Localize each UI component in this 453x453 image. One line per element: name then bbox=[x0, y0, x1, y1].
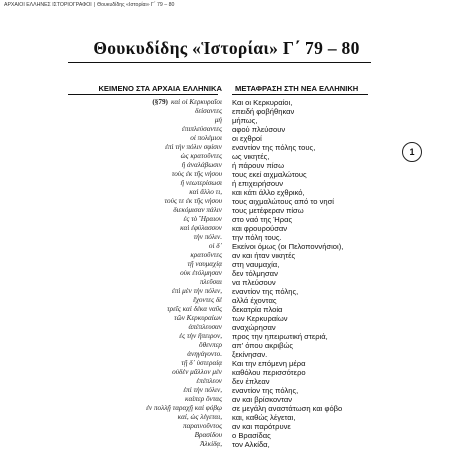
ancient-greek-text bbox=[180, 224, 222, 233]
ancient-greek-phrase: ἐς τὸ Ἥραιον bbox=[183, 215, 222, 223]
ancient-greek-text bbox=[165, 143, 222, 152]
text-row bbox=[0, 287, 453, 296]
modern-greek-translation: αν και βρίσκονταν bbox=[232, 395, 293, 404]
text-row bbox=[0, 413, 453, 422]
ancient-greek-phrase: ἐπιπλεύσαντες bbox=[181, 125, 222, 133]
modern-column-heading: ΜΕΤΑΦΡΑΣΗ ΣΤΗ ΝΕΑ ΕΛΛΗΝΙΚΗ bbox=[235, 84, 359, 93]
modern-greek-translation: εναντίον της πόλης, bbox=[232, 386, 299, 395]
text-row bbox=[0, 215, 453, 224]
modern-greek-translation: αν και ήταν νικητές bbox=[232, 251, 296, 260]
modern-greek-translation: απ' όπου ακριβώς bbox=[232, 341, 294, 350]
ancient-greek-phrase: καί, ὡς λέγεται, bbox=[177, 413, 222, 421]
modern-greek-translation: οι εχθροί bbox=[232, 134, 262, 143]
ancient-greek-phrase: ἀπέπλευσαν bbox=[188, 323, 222, 331]
ancient-greek-text bbox=[199, 341, 222, 350]
ancient-greek-phrase: ἔχοντες δὲ bbox=[193, 296, 222, 304]
modern-greek-translation: και, καθώς λέγεται, bbox=[232, 413, 296, 422]
modern-greek-translation: ξεκίνησαν. bbox=[232, 350, 268, 359]
modern-greek-translation: τους εκεί αιχμαλώτους bbox=[232, 170, 307, 179]
ancient-greek-text bbox=[190, 251, 222, 260]
ancient-greek-text bbox=[180, 269, 222, 278]
text-row bbox=[0, 224, 453, 233]
ancient-greek-text bbox=[183, 386, 222, 395]
title-rule bbox=[68, 62, 371, 63]
modern-greek-translation: και κάτι άλλο εχθρικό, bbox=[232, 188, 305, 197]
ancient-greek-phrase: ἐπὶ μὲν τὴν πόλιν, bbox=[171, 287, 222, 295]
ancient-greek-phrase: καὶ ἄλλο τι, bbox=[189, 188, 222, 196]
ancient-greek-text bbox=[185, 395, 222, 404]
ancient-greek-text bbox=[152, 98, 222, 107]
ancient-greek-phrase: ἢ νεωτερίσωσι bbox=[180, 179, 222, 187]
ancient-greek-text bbox=[193, 296, 222, 305]
modern-greek-translation: ο Βρασίδας bbox=[232, 431, 271, 440]
text-row bbox=[0, 134, 453, 143]
modern-greek-translation: ή επιχειρήσουν bbox=[232, 179, 284, 188]
ancient-greek-text bbox=[189, 188, 222, 197]
ancient-greek-text bbox=[174, 314, 222, 323]
modern-greek-translation: Και την επόμενη μέρα bbox=[232, 359, 306, 368]
text-row bbox=[0, 422, 453, 431]
text-row bbox=[0, 242, 453, 251]
modern-greek-translation: αλλά έχοντας bbox=[232, 296, 277, 305]
modern-greek-translation: στο ναό της Ήρας bbox=[232, 215, 293, 224]
ancient-greek-text bbox=[167, 305, 222, 314]
work-reference: Θουκυδίδης «Ιστορίαι» Γ΄ 79 – 80 bbox=[97, 2, 175, 8]
modern-greek-translation: Και οι Κερκυραίοι, bbox=[232, 98, 293, 107]
ancient-greek-text bbox=[209, 242, 222, 251]
ancient-greek-phrase: τῶν Κερκυραίων bbox=[174, 314, 222, 322]
ancient-greek-phrase: δείσαντες bbox=[195, 107, 222, 115]
ancient-greek-phrase: ὅθενπερ bbox=[198, 341, 222, 349]
ancient-column-rule bbox=[68, 94, 218, 95]
modern-greek-translation: την πόλη τους. bbox=[232, 233, 282, 242]
text-row bbox=[0, 386, 453, 395]
text-row bbox=[0, 251, 453, 260]
ancient-greek-text bbox=[181, 179, 222, 188]
text-row bbox=[0, 125, 453, 134]
page-number-badge: 1 bbox=[402, 142, 422, 162]
modern-greek-translation: τους αιχμαλώτους από το νησί bbox=[232, 197, 334, 206]
ancient-greek-phrase: πλεῦσαι bbox=[199, 278, 222, 286]
modern-greek-translation: αφού πλεύσουν bbox=[232, 125, 286, 134]
parallel-text bbox=[0, 98, 453, 449]
ancient-greek-text bbox=[188, 323, 222, 332]
text-row bbox=[0, 179, 453, 188]
text-row bbox=[0, 350, 453, 359]
ancient-greek-text bbox=[200, 278, 222, 287]
running-header bbox=[4, 2, 174, 8]
ancient-greek-text bbox=[200, 440, 222, 449]
series-name: ΑΡΧΑΙΟΙ ΕΛΛΗΝΕΣ ΙΣΤΟΡΙΟΓΡΑΦΟΙ bbox=[4, 2, 92, 8]
ancient-greek-phrase: ἐν πολλῇ ταραχῇ καὶ φόβῳ bbox=[146, 404, 222, 412]
text-row bbox=[0, 197, 453, 206]
ancient-greek-text bbox=[181, 359, 222, 368]
text-row bbox=[0, 314, 453, 323]
modern-column-rule bbox=[232, 94, 368, 95]
text-row bbox=[0, 323, 453, 332]
ancient-greek-phrase: ὡς κρατοῦντες bbox=[180, 152, 222, 160]
modern-greek-translation: δεκατρία πλοία bbox=[232, 305, 283, 314]
ancient-greek-phrase: οὐδὲν μᾶλλον μὲν bbox=[172, 368, 222, 376]
text-row bbox=[0, 431, 453, 440]
ancient-greek-phrase: καὶ ἐφύλασσον bbox=[180, 224, 222, 232]
text-row bbox=[0, 206, 453, 215]
ancient-greek-text bbox=[183, 422, 222, 431]
modern-greek-translation: δεν έπλεαν bbox=[232, 377, 270, 386]
ancient-greek-phrase: τῇ ναυμαχίᾳ bbox=[187, 260, 222, 268]
ancient-greek-text bbox=[179, 332, 222, 341]
ancient-greek-phrase: οἱ δ᾽ bbox=[208, 242, 222, 250]
ancient-greek-phrase: τὴν πόλιν. bbox=[193, 233, 222, 241]
ancient-greek-phrase: καὶ οἱ Κερκυραῖοι bbox=[170, 98, 222, 106]
ancient-greek-phrase: οὐκ ἐτόλμησαν bbox=[180, 269, 222, 277]
ancient-greek-phrase: τῇ δ᾽ ὑστεραίᾳ bbox=[181, 359, 222, 367]
text-row bbox=[0, 440, 453, 449]
ancient-greek-phrase: ἐπὶ τὴν πόλιν, bbox=[183, 386, 222, 394]
ancient-greek-phrase: παραινοῦντος bbox=[183, 422, 222, 430]
ancient-greek-text bbox=[187, 350, 222, 359]
ancient-greek-phrase: μή bbox=[214, 116, 222, 124]
ancient-greek-text bbox=[146, 404, 222, 413]
ancient-greek-text bbox=[190, 134, 222, 143]
ancient-greek-text bbox=[215, 116, 222, 125]
text-row bbox=[0, 116, 453, 125]
ancient-greek-text bbox=[178, 413, 222, 422]
ancient-greek-phrase: ἀνηγάγοντο. bbox=[187, 350, 222, 358]
ancient-greek-text bbox=[181, 152, 222, 161]
ancient-greek-text bbox=[173, 206, 222, 215]
ancient-greek-text bbox=[195, 431, 222, 440]
modern-greek-translation: των Κερκυραίων bbox=[232, 314, 288, 323]
modern-greek-translation: καθόλου περισσότερο bbox=[232, 368, 306, 377]
text-row bbox=[0, 269, 453, 278]
section-reference: (§79) bbox=[152, 98, 168, 106]
modern-greek-translation: να πλεύσουν bbox=[232, 278, 276, 287]
text-row bbox=[0, 107, 453, 116]
text-row bbox=[0, 152, 453, 161]
text-row bbox=[0, 404, 453, 413]
modern-greek-translation: αναχώρησαν bbox=[232, 323, 276, 332]
modern-greek-translation: στη ναυμαχία, bbox=[232, 260, 280, 269]
text-row bbox=[0, 260, 453, 269]
page-title: Θουκυδίδης «Ἱστορίαι» Γ΄ 79 – 80 bbox=[93, 38, 360, 58]
ancient-column-heading: ΚΕΙΜΕΝΟ ΣΤΑ ΑΡΧΑΙΑ ΕΛΛΗΝΙΚΑ bbox=[98, 84, 222, 93]
modern-greek-translation: ή πάρουν πίσω bbox=[232, 161, 284, 170]
ancient-greek-phrase: ἐπέπλεον bbox=[196, 377, 222, 385]
text-row bbox=[0, 278, 453, 287]
ancient-greek-phrase: διεκόμισαν πάλιν bbox=[173, 206, 222, 214]
modern-greek-translation: τους μετέφεραν πίσω bbox=[232, 206, 304, 215]
modern-greek-translation: μήπως, bbox=[232, 116, 258, 125]
text-row bbox=[0, 359, 453, 368]
ancient-greek-phrase: ἐς τὴν ἤπειρον, bbox=[179, 332, 222, 340]
ancient-greek-phrase: ἐπὶ τὴν πόλιν σφίσιν bbox=[165, 143, 222, 151]
ancient-greek-text bbox=[172, 368, 222, 377]
modern-greek-translation: και φρουρούσαν bbox=[232, 224, 288, 233]
text-row bbox=[0, 143, 453, 152]
text-row bbox=[0, 305, 453, 314]
ancient-greek-text bbox=[164, 197, 222, 206]
ancient-greek-phrase: κρατοῦντες bbox=[190, 251, 222, 259]
ancient-greek-text bbox=[172, 287, 222, 296]
modern-greek-translation: Εκείνοι όμως (οι Πελοποννήσιοι), bbox=[232, 242, 344, 251]
ancient-greek-phrase: καίπερ ὄντας bbox=[185, 395, 222, 403]
ancient-greek-phrase: ἢ ἀναλάβωσιν bbox=[181, 161, 222, 169]
modern-greek-translation: εναντίον της πόλης τους, bbox=[232, 143, 316, 152]
modern-greek-translation: εναντίον της πόλης, bbox=[232, 287, 299, 296]
modern-greek-translation: ως νικητές, bbox=[232, 152, 270, 161]
text-row bbox=[0, 161, 453, 170]
text-row bbox=[0, 188, 453, 197]
modern-greek-translation: αν και παρότρυνε bbox=[232, 422, 291, 431]
text-row bbox=[0, 296, 453, 305]
ancient-greek-phrase: τούς τε ἐκ τῆς νήσου bbox=[164, 197, 222, 205]
text-row bbox=[0, 377, 453, 386]
text-row bbox=[0, 341, 453, 350]
ancient-greek-text bbox=[182, 161, 222, 170]
ancient-greek-phrase: Βρασίδου bbox=[194, 431, 222, 439]
ancient-greek-text bbox=[194, 233, 222, 242]
ancient-greek-text bbox=[187, 260, 222, 269]
text-row bbox=[0, 332, 453, 341]
text-row bbox=[0, 170, 453, 179]
header-separator: | bbox=[93, 2, 96, 8]
text-row bbox=[0, 98, 453, 107]
ancient-greek-phrase: Ἀλκίδᾳ, bbox=[200, 440, 222, 448]
modern-greek-translation: προς την ηπειρωτική στεριά, bbox=[232, 332, 328, 341]
modern-greek-translation: τον Αλκίδα, bbox=[232, 440, 270, 449]
modern-greek-translation: επειδή φοβήθηκαν bbox=[232, 107, 295, 116]
text-row bbox=[0, 368, 453, 377]
ancient-greek-phrase: τρεῖς καὶ δέκα ναῦς bbox=[167, 305, 222, 313]
ancient-greek-text bbox=[196, 377, 222, 386]
ancient-greek-text bbox=[184, 215, 222, 224]
modern-greek-translation: δεν τόλμησαν bbox=[232, 269, 278, 278]
ancient-greek-text bbox=[172, 170, 222, 179]
ancient-greek-text bbox=[195, 107, 222, 116]
ancient-greek-phrase: τοὺς ἐκ τῆς νήσου bbox=[171, 170, 222, 178]
modern-greek-translation: σε μεγάλη αναστάτωση και φόβο bbox=[232, 404, 343, 413]
ancient-greek-text bbox=[182, 125, 222, 134]
text-row bbox=[0, 395, 453, 404]
ancient-greek-phrase: οἱ πολέμιοι bbox=[190, 134, 222, 142]
text-row bbox=[0, 233, 453, 242]
